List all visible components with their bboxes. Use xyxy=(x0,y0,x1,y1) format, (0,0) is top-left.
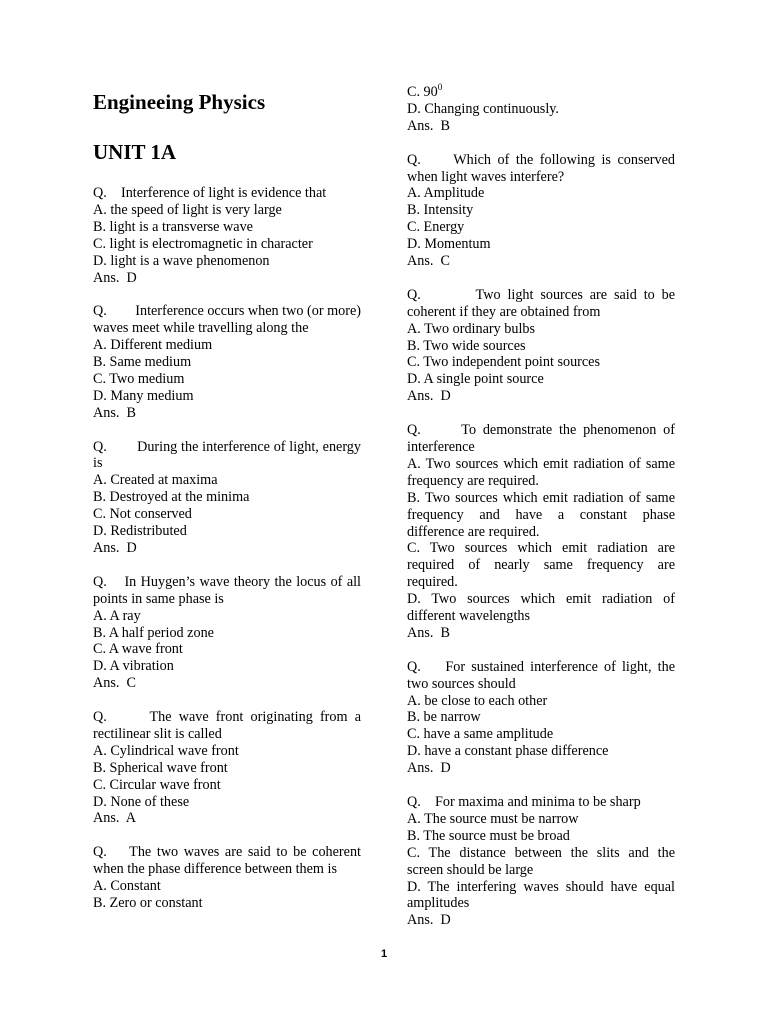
answer: Ans. B xyxy=(407,624,450,641)
option: A. Two ordinary bulbs xyxy=(407,320,535,337)
question-text: Q. Which of the following is conserved when light waves interfere? xyxy=(407,151,675,185)
question-block xyxy=(93,574,361,692)
question-block xyxy=(93,844,361,912)
option: D. A single point source xyxy=(407,371,544,388)
question-text: Q. The two waves are said to be coherent when the phase difference between them is xyxy=(93,844,361,878)
option: C. Not conserved xyxy=(93,506,192,523)
left-column xyxy=(93,84,361,929)
option: C. The distance between the slits and the screen should be large xyxy=(407,844,675,878)
option: B. Two sources which emit radiation of same frequency and have a constant phase difference are required. xyxy=(407,489,675,540)
answer: Ans. B xyxy=(93,404,136,421)
option: A. Different medium xyxy=(93,337,213,354)
option: D. None of these xyxy=(93,793,190,810)
option: B. light is a transverse wave xyxy=(93,218,253,235)
option: D. Momentum xyxy=(407,236,491,253)
document-title: Engineeing Physics xyxy=(93,90,266,114)
option: D. Redistributed xyxy=(93,523,187,540)
answer: Ans. D xyxy=(93,540,137,556)
degree-superscript: 0 xyxy=(437,82,443,92)
question-block xyxy=(407,152,675,270)
question-text: Q. Two light sources are said to be coherent if they are obtained from xyxy=(407,286,675,320)
option: A. A ray xyxy=(93,607,141,624)
page-number: 1 xyxy=(380,948,388,960)
option: B. Intensity xyxy=(407,202,474,219)
option: A. be close to each other xyxy=(407,692,548,709)
question-text: Q. The wave front originating from a rectilinear slit is called xyxy=(93,709,361,742)
answer: Ans. C xyxy=(93,675,136,692)
unit-heading: UNIT 1A xyxy=(93,140,177,164)
question-block xyxy=(407,287,675,405)
option: C. light is electromagnetic in character xyxy=(93,235,313,252)
option: D. A vibration xyxy=(93,658,174,675)
question-text: Q. Interference of light is evidence that xyxy=(93,185,327,201)
option: B. A half period zone xyxy=(93,624,214,641)
question-block xyxy=(407,659,675,777)
option: A. Amplitude xyxy=(407,185,485,202)
question-block xyxy=(407,794,675,929)
option: D. The interfering waves should have equal amplitudes xyxy=(407,878,675,912)
option: A. the speed of light is very large xyxy=(93,201,282,218)
option: A. Two sources which emit radiation of same frequency are required. xyxy=(407,455,675,489)
option xyxy=(407,84,675,101)
option: D. light is a wave phenomenon xyxy=(93,252,270,269)
option: D. have a constant phase difference xyxy=(407,743,609,760)
answer: Ans. A xyxy=(93,810,136,827)
option: C. Two sources which emit radiation are required of nearly same frequency are required. xyxy=(407,540,675,591)
option: C. Circular wave front xyxy=(93,776,221,793)
option: A. Created at maxima xyxy=(93,472,218,489)
question-block xyxy=(93,185,361,286)
option: C. Two medium xyxy=(93,370,185,387)
question-block xyxy=(93,439,361,557)
right-column xyxy=(407,84,675,946)
question-block xyxy=(407,422,675,642)
answer: Ans. D xyxy=(93,269,137,286)
question-text: Q. For sustained interference of light, the two sources should xyxy=(407,658,675,692)
question-text: Q. To demonstrate the phenomenon of interference xyxy=(407,422,675,455)
question-block xyxy=(93,303,361,421)
answer: Ans. D xyxy=(407,388,451,405)
question-text: Q. During the interference of light, energy is xyxy=(93,438,361,472)
option: B. be narrow xyxy=(407,709,481,726)
option: C. A wave front xyxy=(93,641,183,658)
option: B. Same medium xyxy=(93,354,192,371)
question-continuation xyxy=(407,84,675,135)
option: A. The source must be narrow xyxy=(407,810,579,827)
option: C. have a same amplitude xyxy=(407,726,554,743)
question-text: Q. Interference occurs when two (or more) waves meet while travelling along the xyxy=(93,303,361,337)
option: D. Many medium xyxy=(93,387,194,404)
option: B. Destroyed at the minima xyxy=(93,489,250,506)
option: B. The source must be broad xyxy=(407,827,570,844)
answer: Ans. D xyxy=(407,760,451,777)
option: B. Zero or constant xyxy=(93,894,203,911)
question-text: Q. For maxima and minima to be sharp xyxy=(407,793,641,810)
option: B. Two wide sources xyxy=(407,337,526,354)
answer: Ans. C xyxy=(407,253,450,270)
option: C. Energy xyxy=(407,219,465,236)
option: B. Spherical wave front xyxy=(93,759,228,776)
option: A. Cylindrical wave front xyxy=(93,742,239,759)
answer: Ans. B xyxy=(407,117,450,134)
answer: Ans. D xyxy=(407,912,451,929)
option: A. Constant xyxy=(93,878,161,895)
option-c-text: C. 90 xyxy=(407,84,438,100)
question-block xyxy=(93,709,361,827)
option: D. Changing continuously. xyxy=(407,100,559,117)
option: D. Two sources which emit radiation of different wavelengths xyxy=(407,591,675,625)
question-text: Q. In Huygen’s wave theory the locus of all points in same phase is xyxy=(93,573,361,607)
option: C. Two independent point sources xyxy=(407,354,601,371)
